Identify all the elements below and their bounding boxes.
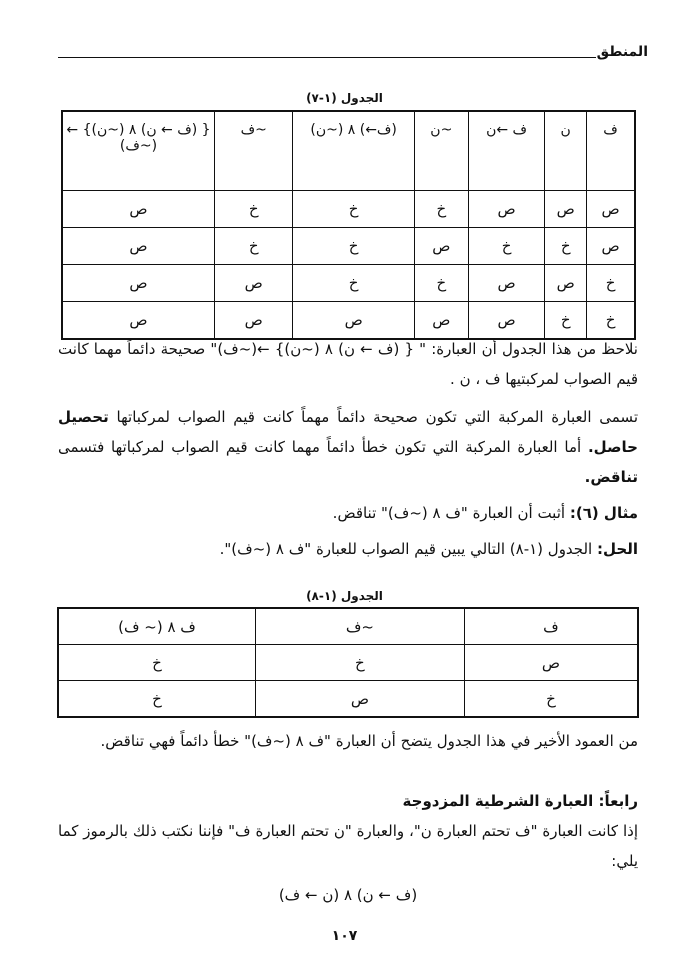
table-cell: خ bbox=[464, 681, 638, 718]
definition-text: تسمى العبارة المركبة التي تكون صحيحة دائماً مهماً كانت قيم الصواب لمركباتها bbox=[116, 408, 638, 426]
table2-caption: الجدول (١-٨) bbox=[306, 589, 383, 603]
table-cell: خ bbox=[293, 265, 414, 302]
column-header: (ف←) ٨ (~ن) bbox=[293, 111, 414, 191]
biconditional-formula: (ف ← ن) ٨ (ن ← ف) bbox=[278, 886, 418, 904]
table-cell: ص bbox=[414, 228, 468, 265]
table-cell: خ bbox=[58, 645, 255, 681]
table-cell: خ bbox=[58, 681, 255, 718]
definition-text: أما العبارة المركبة التي تكون خطأ دائماً مهما كانت قيم الصواب لمركباتها فتسمى bbox=[58, 438, 582, 456]
table-cell: ص bbox=[255, 681, 464, 718]
column-header: ~ن bbox=[414, 111, 468, 191]
column-header: ن bbox=[545, 111, 587, 191]
table-cell: خ bbox=[293, 228, 414, 265]
table-cell: ص bbox=[214, 302, 293, 340]
example-text: أثبت أن العبارة "ف ٨ (~ف)" تناقض. bbox=[332, 504, 566, 522]
table1-note: نلاحظ من هذا الجدول أن العبارة: " { (ف ← ن) ٨ (~ن)} ←(~ف)" صحيحة دائماً مهما كانت قيم الصواب لمركبتيها ف ، ن . bbox=[58, 340, 638, 388]
table-row bbox=[58, 681, 638, 718]
column-header: ~ف bbox=[255, 608, 464, 645]
solution-text: الجدول (١-٨) التالي يبين قيم الصواب للعبارة "ف ٨ (~ف)". bbox=[219, 540, 593, 558]
example-6 bbox=[58, 498, 638, 528]
table-cell: ص bbox=[62, 302, 214, 340]
table-cell: ص bbox=[62, 191, 214, 228]
running-title: المنطق bbox=[596, 44, 648, 60]
table-cell: خ bbox=[468, 228, 544, 265]
term-contradiction: تناقض. bbox=[584, 468, 638, 486]
table-header-row bbox=[58, 608, 638, 645]
table-cell: ص bbox=[545, 265, 587, 302]
table-cell: ص bbox=[293, 302, 414, 340]
example-label: مثال (٦): bbox=[569, 504, 638, 522]
table-header-row bbox=[62, 111, 635, 191]
table-cell: خ bbox=[587, 265, 635, 302]
column-header: ف ٨ (~ ف) bbox=[58, 608, 255, 645]
truth-table-1 bbox=[61, 110, 636, 340]
table-cell: خ bbox=[293, 191, 414, 228]
definition-tautology bbox=[58, 402, 638, 492]
column-header: ف ←ن bbox=[468, 111, 544, 191]
header-rule bbox=[58, 57, 596, 58]
table-cell: ص bbox=[214, 265, 293, 302]
truth-table-2 bbox=[57, 607, 639, 718]
section-4-text: إذا كانت العبارة "ف تحتم العبارة ن"، والعبارة "ن تحتم العبارة ف" فإننا نكتب ذلك بالرموز كما يلي: bbox=[58, 822, 638, 870]
table-cell: خ bbox=[214, 191, 293, 228]
table-cell: ص bbox=[468, 302, 544, 340]
table-cell: خ bbox=[214, 228, 293, 265]
table-cell: ص bbox=[468, 191, 544, 228]
table-cell: ص bbox=[587, 191, 635, 228]
table-cell: ص bbox=[62, 265, 214, 302]
table-cell: خ bbox=[545, 302, 587, 340]
section-4-title bbox=[58, 786, 638, 816]
table-cell: ص bbox=[545, 191, 587, 228]
term-tautology: تحصيل حاصل. bbox=[58, 408, 638, 456]
table-cell: خ bbox=[587, 302, 635, 340]
solution bbox=[58, 534, 638, 564]
table-cell: خ bbox=[414, 191, 468, 228]
table-cell: ص bbox=[587, 228, 635, 265]
table-row bbox=[62, 265, 635, 302]
column-header: ف bbox=[587, 111, 635, 191]
solution-label: الحل: bbox=[597, 540, 638, 558]
column-header: { (ف ← ن) ٨ (~ن)} ← (~ف) bbox=[62, 111, 214, 191]
table-cell: ص bbox=[414, 302, 468, 340]
page-header bbox=[58, 44, 648, 70]
table-row bbox=[62, 228, 635, 265]
table-cell: ص bbox=[464, 645, 638, 681]
table-cell: خ bbox=[545, 228, 587, 265]
column-header: ف bbox=[464, 608, 638, 645]
table-cell: ص bbox=[468, 265, 544, 302]
page-number: ١٠٧ bbox=[331, 928, 358, 944]
table-row bbox=[62, 191, 635, 228]
table-cell: ص bbox=[62, 228, 214, 265]
table-row bbox=[58, 645, 638, 681]
table-cell: خ bbox=[255, 645, 464, 681]
table1-caption: الجدول (١-٧) bbox=[306, 91, 383, 105]
table-cell: خ bbox=[414, 265, 468, 302]
section-title: رابعاً: العبارة الشرطية المزدوجة bbox=[402, 792, 638, 810]
column-header: ~ف bbox=[214, 111, 293, 191]
table2-note: من العمود الأخير في هذا الجدول يتضح أن العبارة "ف ٨ (~ف)" خطأ دائماً فهي تناقض. bbox=[100, 732, 638, 750]
